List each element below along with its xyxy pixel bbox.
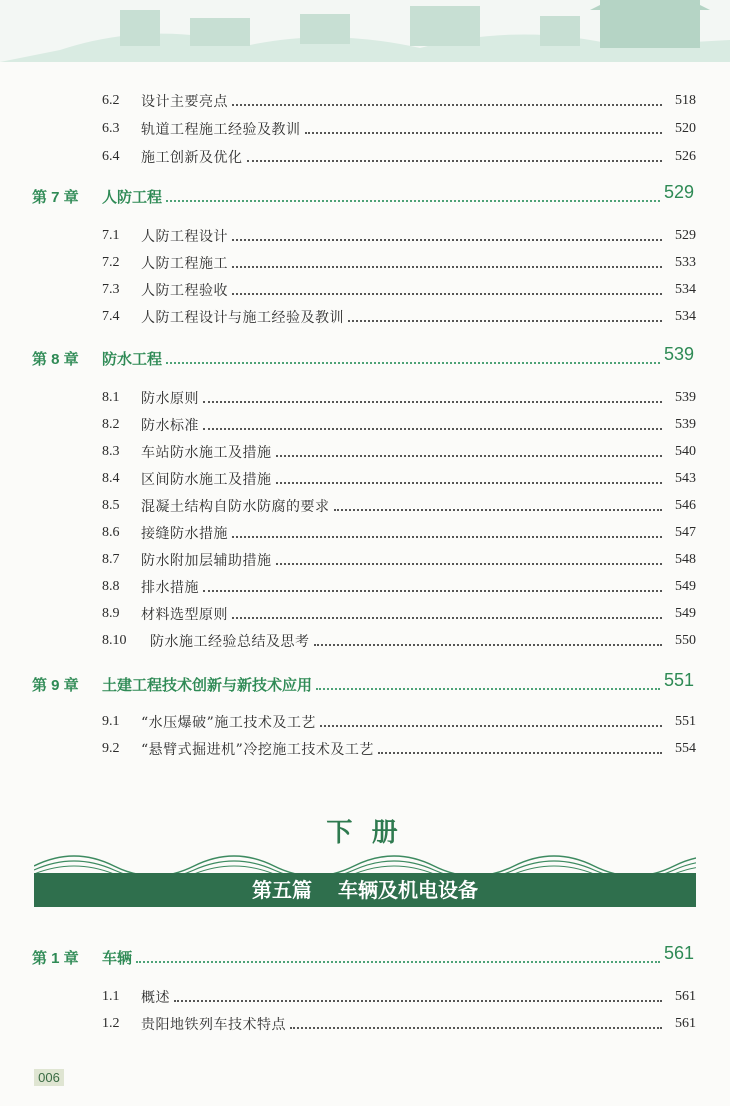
part-label: 第五篇: [252, 878, 312, 902]
dot-leader: [232, 239, 662, 241]
toc-section-entry[interactable]: [0, 466, 730, 492]
toc-section-entry[interactable]: [0, 628, 730, 654]
toc-section-entry[interactable]: [0, 144, 730, 170]
dot-leader: [290, 1027, 662, 1029]
section-number: 7.4: [102, 309, 120, 324]
section-title: 排水措施: [141, 580, 199, 596]
chapter-number: 第 7 章: [32, 189, 79, 206]
dot-leader: [232, 104, 662, 106]
section-title: 防水施工经验总结及思考: [150, 634, 310, 650]
part-title: 车辆及机电设备: [338, 878, 478, 902]
section-number: 8.5: [102, 498, 120, 513]
toc-section-entry[interactable]: [0, 736, 730, 762]
section-title: 车站防水施工及措施: [141, 445, 272, 461]
section-title: 防水附加层辅助措施: [141, 553, 272, 569]
chapter-title: 土建工程技术创新与新技术应用: [102, 677, 313, 694]
dot-leader: [136, 961, 660, 963]
section-number: 8.6: [102, 525, 120, 540]
section-page: 529: [675, 228, 696, 243]
dot-leader: [276, 563, 662, 565]
section-number: 8.2: [102, 417, 120, 432]
section-page: 518: [675, 93, 696, 108]
section-page: 543: [675, 471, 696, 486]
dot-leader: [232, 617, 662, 619]
chapter-title: 人防工程: [102, 189, 163, 206]
section-page: 549: [675, 579, 696, 594]
dot-leader: [232, 536, 662, 538]
dot-leader: [203, 428, 662, 430]
dot-leader: [348, 320, 662, 322]
toc-section-entry[interactable]: [0, 223, 730, 249]
section-number: 9.1: [102, 714, 120, 729]
section-title: 混凝土结构自防水防腐的要求: [141, 499, 330, 515]
chapter-number: 第 9 章: [32, 677, 79, 694]
section-title: 防水原则: [141, 391, 199, 407]
section-number: 6.4: [102, 149, 120, 164]
section-page: 539: [675, 417, 696, 432]
section-page: 550: [675, 633, 696, 648]
section-page: 534: [675, 282, 696, 297]
section-title: 材料选型原则: [141, 607, 228, 623]
section-page: 546: [675, 498, 696, 513]
section-page: 539: [675, 390, 696, 405]
section-page: 551: [675, 714, 696, 729]
chapter-page: 529: [663, 182, 694, 202]
dot-leader: [232, 293, 662, 295]
section-title: 轨道工程施工经验及教训: [141, 122, 301, 138]
dot-leader: [232, 266, 662, 268]
toc-section-entry[interactable]: [0, 574, 730, 600]
section-page: 540: [675, 444, 696, 459]
toc-section-entry[interactable]: [0, 520, 730, 546]
toc-section-entry[interactable]: [0, 493, 730, 519]
section-page: 547: [675, 525, 696, 540]
toc-chapter-entry[interactable]: [0, 344, 730, 374]
dot-leader: [378, 752, 662, 754]
section-page: 533: [675, 255, 696, 270]
section-page: 534: [675, 309, 696, 324]
toc-section-entry[interactable]: [0, 439, 730, 465]
section-page: 520: [675, 121, 696, 136]
section-title: 人防工程验收: [141, 283, 228, 299]
header-banner-illustration: [0, 0, 730, 62]
section-number: 8.9: [102, 606, 120, 621]
dot-leader: [166, 362, 660, 364]
section-number: 6.3: [102, 121, 120, 136]
section-number: 7.2: [102, 255, 120, 270]
dot-leader: [203, 590, 662, 592]
chapter-page: 539: [663, 344, 694, 364]
chapter-title: 车辆: [102, 950, 133, 967]
dot-leader: [174, 1000, 662, 1002]
chapter-number: 第 8 章: [32, 351, 79, 368]
section-number: 6.2: [102, 93, 120, 108]
chapter-page: 551: [663, 670, 694, 690]
part-heading: [34, 873, 696, 907]
dot-leader: [276, 455, 662, 457]
section-title: 人防工程施工: [141, 256, 228, 272]
page-number: 006: [34, 1069, 64, 1086]
section-title: 区间防水施工及措施: [141, 472, 272, 488]
toc-section-entry[interactable]: [0, 385, 730, 411]
section-number: 8.10: [102, 633, 127, 648]
dot-leader: [276, 482, 662, 484]
section-title: “悬臂式掘进机”冷挖施工技术及工艺: [141, 742, 374, 758]
dot-leader: [314, 644, 662, 646]
section-title: 接缝防水措施: [141, 526, 228, 542]
dot-leader: [334, 509, 662, 511]
section-page: 561: [675, 1016, 696, 1031]
section-number: 1.1: [102, 989, 120, 1004]
section-title: 防水标准: [141, 418, 199, 434]
section-number: 7.3: [102, 282, 120, 297]
toc-section-entry[interactable]: [0, 547, 730, 573]
dot-leader: [166, 200, 660, 202]
toc-chapter-entry[interactable]: [0, 670, 730, 700]
toc-section-entry[interactable]: [0, 116, 730, 142]
section-number: 1.2: [102, 1016, 120, 1031]
section-number: 9.2: [102, 741, 120, 756]
volume-title: 下 册: [326, 817, 404, 847]
section-page: 561: [675, 989, 696, 1004]
dot-leader: [247, 160, 662, 162]
section-title: 人防工程设计与施工经验及教训: [141, 310, 344, 326]
section-number: 8.8: [102, 579, 120, 594]
toc-chapter-entry[interactable]: [0, 182, 730, 212]
section-number: 7.1: [102, 228, 120, 243]
section-page: 526: [675, 149, 696, 164]
toc-section-entry[interactable]: [0, 601, 730, 627]
section-number: 8.7: [102, 552, 120, 567]
toc-section-entry[interactable]: [0, 412, 730, 438]
toc-section-entry[interactable]: [0, 88, 730, 114]
chapter-title: 防水工程: [102, 351, 163, 368]
dot-leader: [316, 688, 660, 690]
section-number: 8.4: [102, 471, 120, 486]
section-title: 设计主要亮点: [141, 94, 228, 110]
section-page: 554: [675, 741, 696, 756]
section-title: 贵阳地铁列车技术特点: [141, 1017, 286, 1033]
toc-section-entry[interactable]: [0, 277, 730, 303]
toc-section-entry[interactable]: [0, 304, 730, 330]
dot-leader: [320, 725, 662, 727]
section-title: 概述: [141, 990, 170, 1006]
section-title: 施工创新及优化: [141, 150, 243, 166]
section-page: 549: [675, 606, 696, 621]
toc-section-entry[interactable]: [0, 1011, 730, 1037]
section-title: “水压爆破”施工技术及工艺: [141, 715, 316, 731]
toc-section-entry[interactable]: [0, 250, 730, 276]
toc-chapter-entry[interactable]: [0, 943, 730, 973]
toc-section-entry[interactable]: [0, 709, 730, 735]
dot-leader: [305, 132, 662, 134]
section-number: 8.1: [102, 390, 120, 405]
chapter-page: 561: [663, 943, 694, 963]
dot-leader: [203, 401, 662, 403]
section-title: 人防工程设计: [141, 229, 228, 245]
section-page: 548: [675, 552, 696, 567]
chapter-number: 第 1 章: [32, 950, 79, 967]
section-number: 8.3: [102, 444, 120, 459]
toc-section-entry[interactable]: [0, 984, 730, 1010]
